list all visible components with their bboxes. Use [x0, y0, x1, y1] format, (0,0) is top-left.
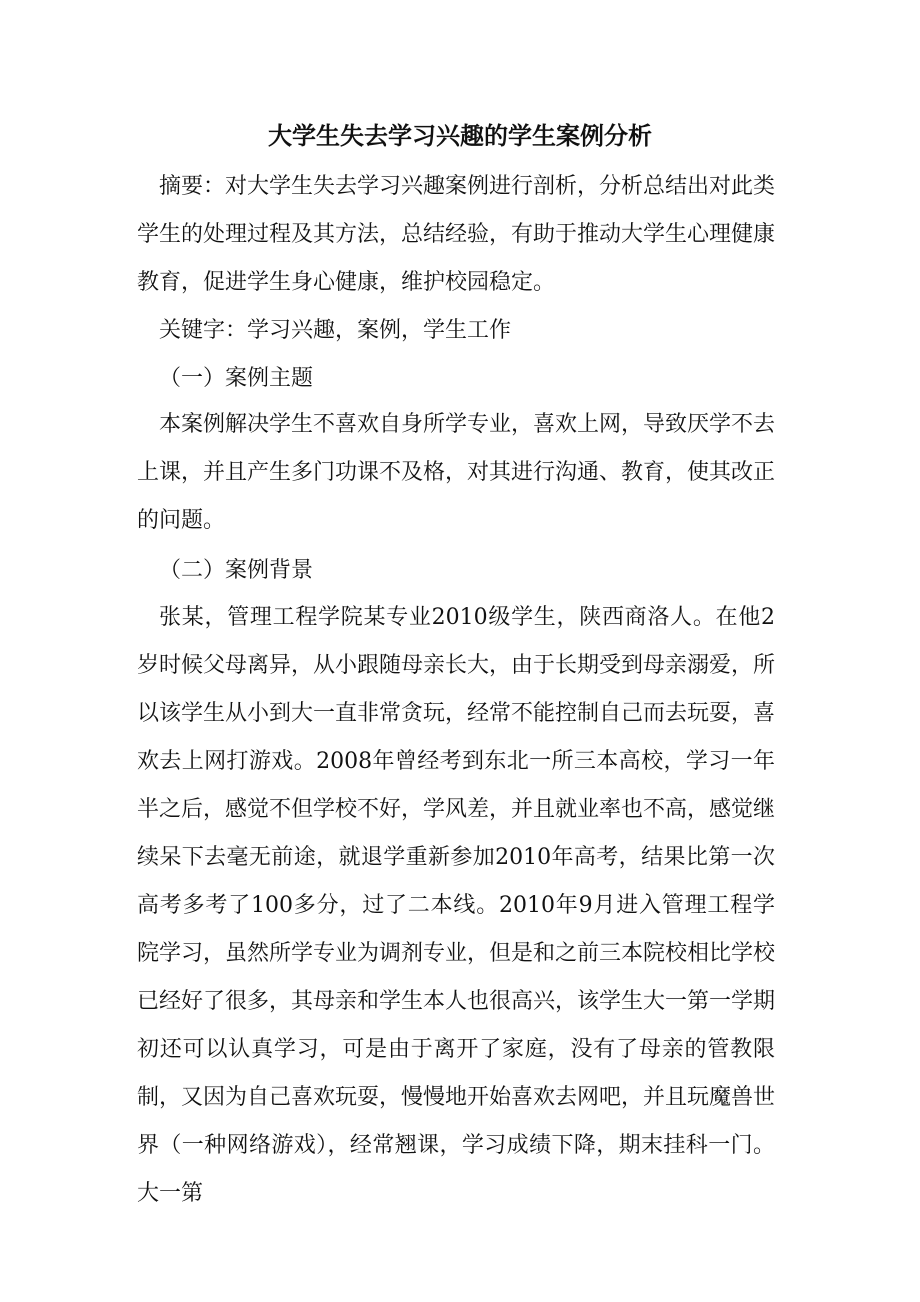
section-heading-theme: （一）案例主题 [159, 366, 314, 391]
keywords-line: 关键字：学习兴趣，案例，学生工作 [159, 318, 512, 343]
section-body-background: 张某，管理工程学院某专业2010级学生，陕西商洛人。在他2岁时候父母离异，从小跟随母亲长大，由于长期受到母亲溺爱，所以该学生从小到大一直非常贪玩，经常不能控制自己而去玩耍，喜欢去上网打游戏。2008年曾经考到东北一所三本高校，学习一年半之后，感觉不但学校不好，学风差，并且就业率也不高，感觉继续呆下去毫无前途，就退学重新参加2010年高考，结果比第一次高考多考了100多分，过了二本线。2010年9月进入管理工程学院学习，虽然所学专业为调剂专业，但是和之前三本院校相比学校已经好了很多，其母亲和学生本人也很高兴，该学生大一第一学期初还可以认真学习，可是由于离开了家庭，没有了母亲的管教限制，又因为自己喜欢玩耍，慢慢地开始喜欢去网吧，并且玩魔兽世界（一种网络游戏），经常翘课，学习成绩下降，期末挂科一门。大一第 [137, 605, 776, 1206]
section-heading-background: （二）案例背景 [159, 558, 314, 583]
document-title: 大学生失去学习兴趣的学生案例分析 [268, 121, 652, 150]
abstract-paragraph: 摘要：对大学生失去学习兴趣案例进行剖析，分析总结出对此类学生的处理过程及其方法，总结经验，有助于推动大学生心理健康教育，促进学生身心健康，维护校园稳定。 [137, 174, 776, 295]
section-body-theme: 本案例解决学生不喜欢自身所学专业，喜欢上网，导致厌学不去上课，并且产生多门功课不及格，对其进行沟通、教育，使其改正的问题。 [137, 412, 776, 533]
